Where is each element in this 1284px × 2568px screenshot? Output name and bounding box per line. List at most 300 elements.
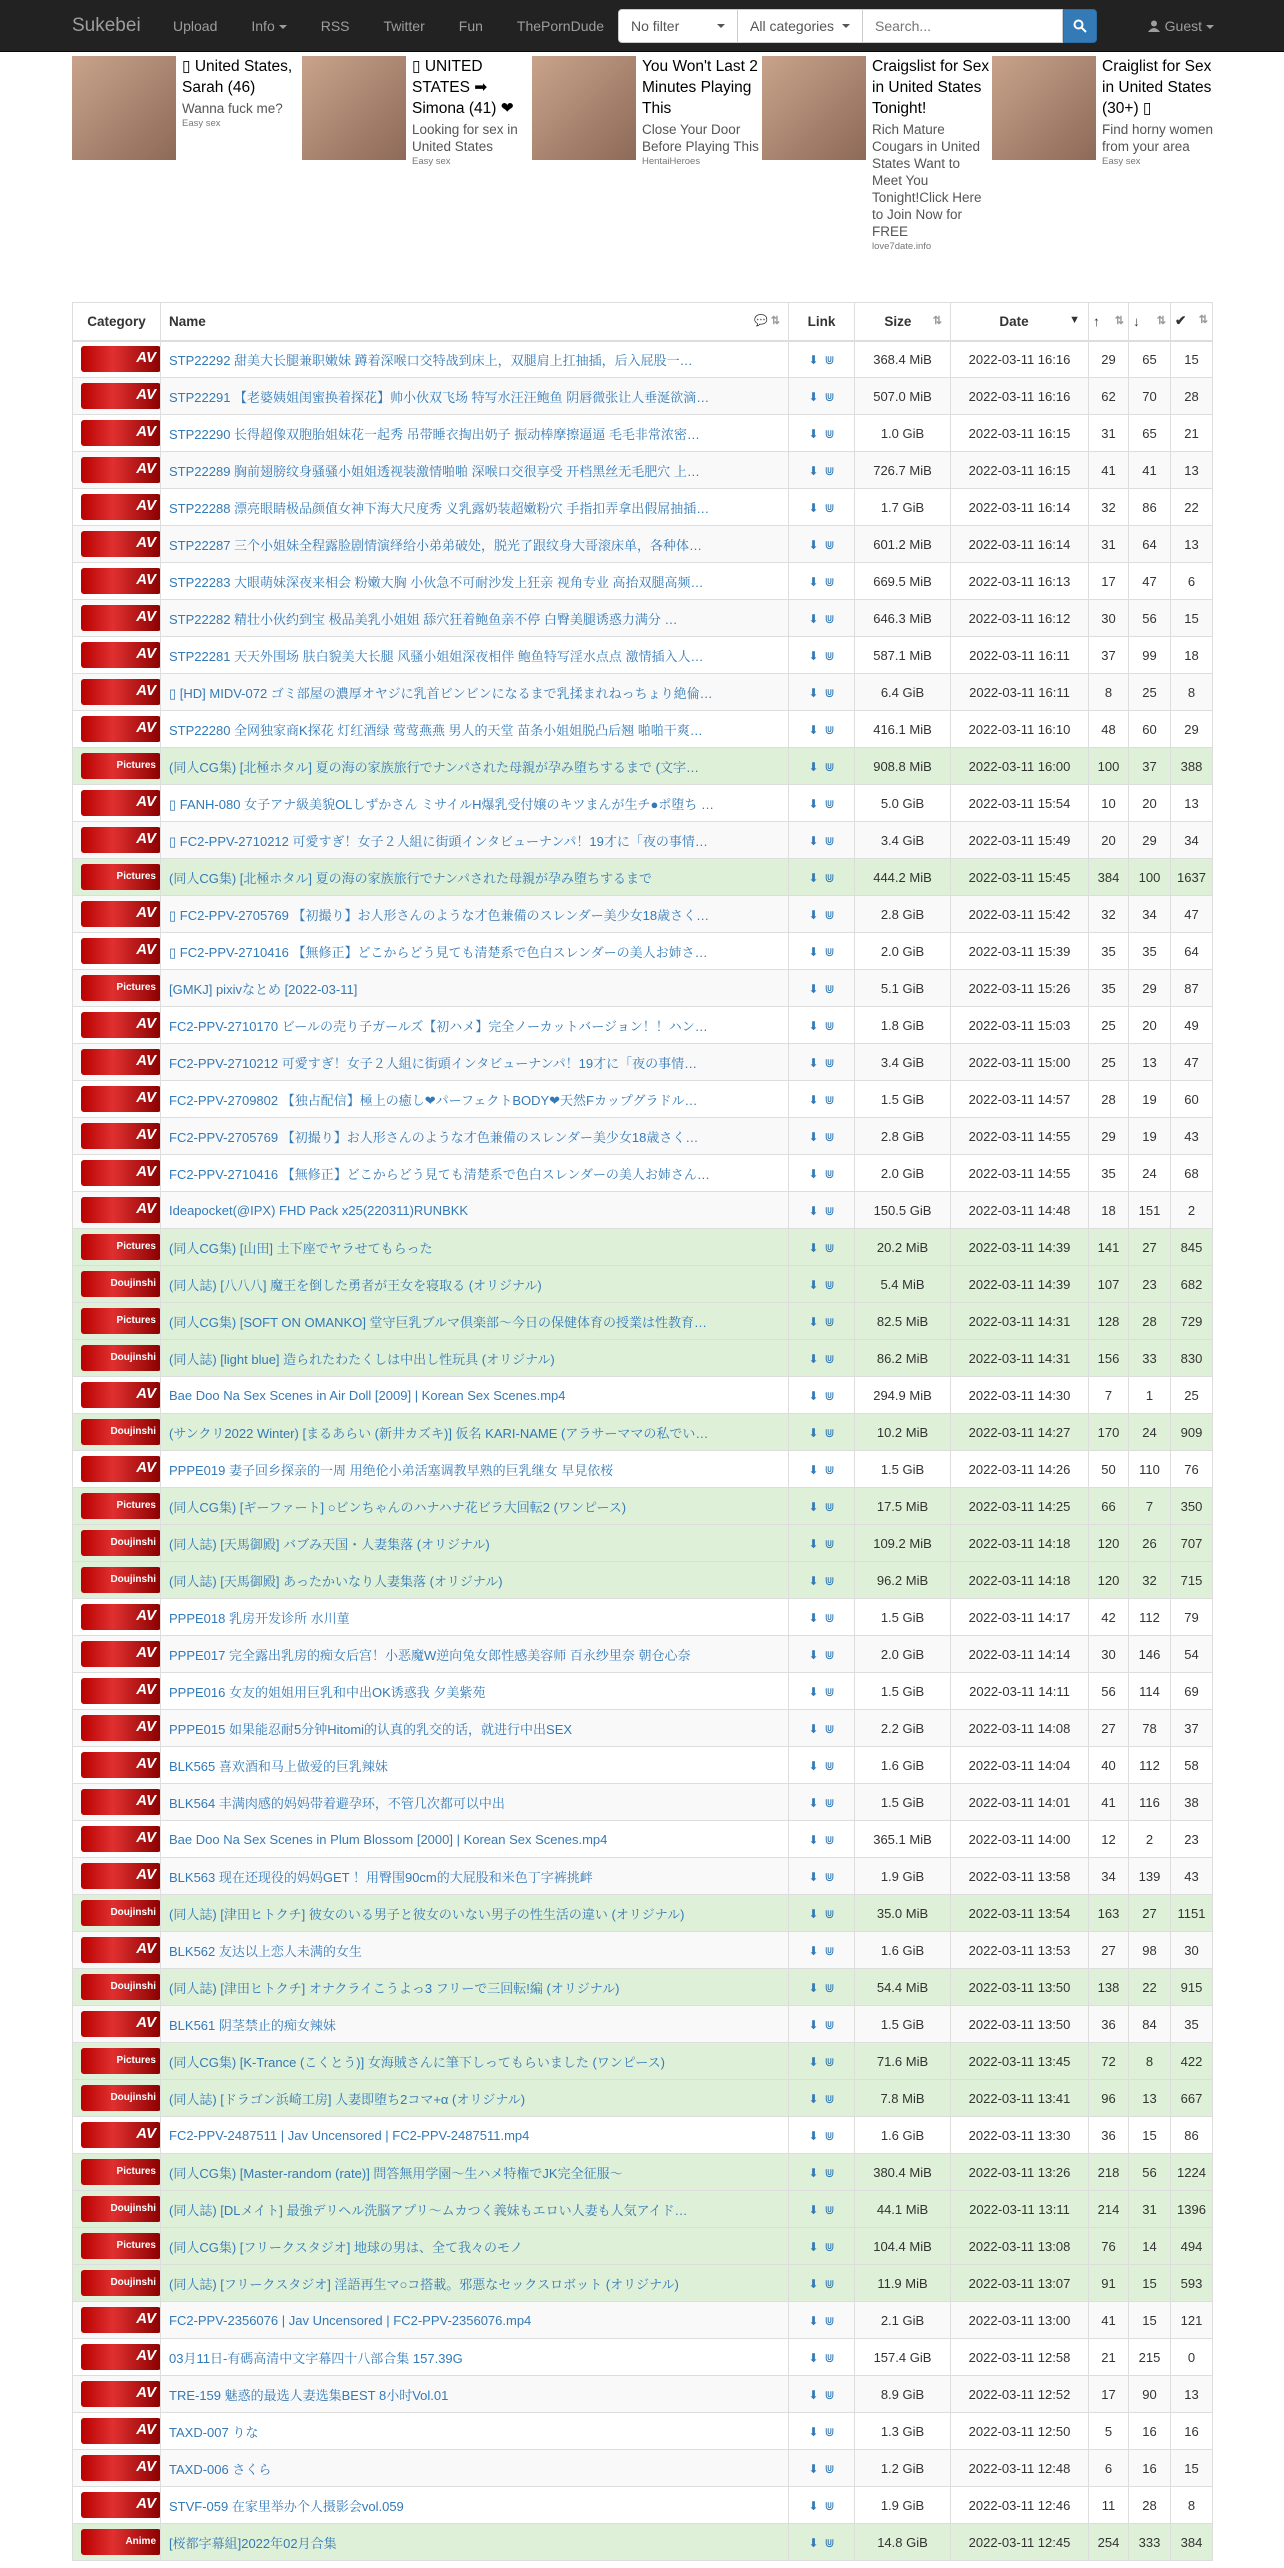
search-button[interactable] (1063, 9, 1097, 43)
category-cell (73, 1784, 161, 1821)
category-label: AV (136, 830, 156, 847)
category-badge[interactable] (81, 901, 161, 927)
category-badge[interactable] (81, 2492, 161, 2518)
category-badge[interactable] (81, 1937, 161, 1963)
category-badge[interactable] (81, 1826, 161, 1852)
header-size[interactable] (855, 303, 951, 341)
download-icon[interactable]: ⬇ (808, 1240, 819, 1255)
torrent-name-link[interactable]: (同人誌) [天馬御殿] あったかいなり人妻集落 (オリジナル) (169, 1573, 503, 1589)
magnet-icon[interactable]: ⋓ (824, 1943, 835, 1958)
seeders-cell: 107 (1089, 1266, 1129, 1303)
magnet-icon[interactable]: ⋓ (824, 2461, 835, 2476)
download-icon[interactable]: ⬇ (808, 426, 819, 441)
magnet-icon[interactable]: ⋓ (824, 1684, 835, 1699)
category-badge[interactable] (81, 790, 161, 816)
torrent-name-link[interactable]: STP22288 漂亮眼睛极品颜值女神下海大尺度秀 义乳露奶装超嫩粉穴 手指扣弄拿出假屌抽插… (169, 500, 710, 516)
category-select[interactable] (737, 9, 863, 43)
category-badge[interactable] (81, 346, 161, 372)
download-icon[interactable]: ⬇ (808, 2128, 819, 2143)
download-icon[interactable]: ⬇ (808, 463, 819, 478)
category-badge[interactable] (81, 2418, 161, 2444)
download-icon[interactable]: ⬇ (808, 2313, 819, 2328)
magnet-icon[interactable]: ⋓ (824, 722, 835, 737)
category-badge[interactable] (81, 383, 161, 409)
torrent-name-link[interactable]: BLK563 现在还现役的妈妈GET ！用臀围90cm的大屁股和米色丁字裤挑衅 (169, 1869, 593, 1885)
link-cell (789, 1192, 855, 1229)
download-icon[interactable]: ⬇ (808, 722, 819, 737)
category-badge[interactable] (81, 1160, 161, 1186)
category-badge[interactable] (81, 1974, 161, 2000)
ad-image[interactable] (992, 56, 1096, 160)
torrent-name-link[interactable]: (同人CG集) [北極ホタル] 夏の海の家族旅行でナンパされた母親が孕み堕ちするまで (文字… (169, 759, 699, 775)
download-icon[interactable]: ⬇ (808, 1573, 819, 1588)
download-icon[interactable]: ⬇ (808, 611, 819, 626)
category-badge[interactable] (81, 2196, 161, 2222)
category-badge[interactable] (81, 1308, 161, 1334)
magnet-icon[interactable]: ⋓ (824, 1018, 835, 1033)
download-icon[interactable]: ⬇ (808, 352, 819, 367)
magnet-icon[interactable]: ⋓ (824, 1980, 835, 1995)
magnet-icon[interactable]: ⋓ (824, 944, 835, 959)
category-badge[interactable] (81, 1493, 161, 1519)
leechers-cell: 31 (1129, 2191, 1171, 2228)
torrent-name-link[interactable]: BLK565 喜欢酒和马上做爱的巨乳辣妹 (169, 1758, 388, 1774)
magnet-icon[interactable]: ⋓ (824, 1462, 835, 1477)
torrent-name-link[interactable]: FC2-PPV-2705769 【初撮り】お人形さんのような才色兼備のスレンダー美少女18歳さく… (169, 1129, 699, 1145)
ad-title[interactable]: ▯ United States, Sarah (46) (182, 58, 293, 96)
nav-fun[interactable]: Fun (458, 18, 483, 34)
magnet-icon[interactable]: ⋓ (824, 537, 835, 552)
download-icon[interactable]: ⬇ (808, 1721, 819, 1736)
category-badge[interactable] (81, 2233, 161, 2259)
header-completed[interactable] (1171, 303, 1213, 341)
download-icon[interactable]: ⬇ (808, 685, 819, 700)
download-icon[interactable]: ⬇ (808, 1092, 819, 1107)
category-badge[interactable] (81, 531, 161, 557)
torrent-name-link[interactable]: (サンクリ2022 Winter) [まるあらい (新井カズキ)] 仮名 KARI-NAME (アラサーママの私でい… (169, 1425, 709, 1441)
download-icon[interactable]: ⬇ (808, 1314, 819, 1329)
category-badge[interactable] (81, 1567, 161, 1593)
category-badge[interactable] (81, 1049, 161, 1075)
magnet-icon[interactable]: ⋓ (824, 2091, 835, 2106)
torrent-name-link[interactable]: STP22282 精壮小伙约到宝 极品美乳小姐姐 舔穴狂着鲍鱼亲不停 白臀美腿诱惑力满分 … (169, 611, 678, 627)
torrent-name-link[interactable]: (同人CG集) [K-Trance (こくとう)] 女海賊さんに筆下しってもらいました (ワンピース) (169, 2054, 665, 2070)
magnet-icon[interactable]: ⋓ (824, 1166, 835, 1181)
magnet-icon[interactable]: ⋓ (824, 2424, 835, 2439)
category-badge[interactable] (81, 1419, 161, 1445)
magnet-icon[interactable]: ⋓ (824, 2535, 835, 2550)
torrent-name-link[interactable]: (同人誌) [津田ヒトクチ] 彼女のいる男子と彼女のいない男子の性生活の違い (オリジナル) (169, 1906, 685, 1922)
magnet-icon[interactable]: ⋓ (824, 1573, 835, 1588)
ad-title[interactable]: Craiglist for Sex in United States (30+) ▯ (1102, 58, 1212, 117)
download-icon[interactable]: ⬇ (808, 1499, 819, 1514)
download-icon[interactable]: ⬇ (808, 1610, 819, 1625)
torrent-name-link[interactable]: FC2-PPV-2710212 可愛すぎ！女子２人組に街頭インタビューナンパ！19才に「夜の事情… (169, 1055, 698, 1071)
torrent-name-link[interactable]: ▯ FC2-PPV-2710212 可愛すぎ！女子２人組に街頭インタビューナンパ！19才に「夜の事情… (169, 833, 708, 849)
torrent-name-link[interactable]: Bae Doo Na Sex Scenes in Air Doll [2009] | Korean Sex Scenes.mp4 (169, 1387, 566, 1403)
torrent-name-link[interactable]: FC2-PPV-2487511 | Jav Uncensored | FC2-PPV-2487511.mp4 (169, 2127, 530, 2143)
link-cell (789, 1155, 855, 1192)
category-badge[interactable] (81, 2344, 161, 2370)
torrent-name-link[interactable]: (同人CG集) [Master-random (rate)] 問答無用学園～生ハメ特権でJK完全征服～ (169, 2165, 623, 2181)
category-badge[interactable] (81, 938, 161, 964)
magnet-icon[interactable]: ⋓ (824, 611, 835, 626)
category-badge[interactable] (81, 716, 161, 742)
download-icon[interactable]: ⬇ (808, 1351, 819, 1366)
comments-icon[interactable]: 💬 ⇅ (754, 314, 780, 327)
download-icon[interactable]: ⬇ (808, 1906, 819, 1921)
torrent-name-link[interactable]: FC2-PPV-2710170 ビールの売り子ガールズ【初ハメ】完全ノーカットバージョン！！ハン… (169, 1018, 708, 1034)
category-badge[interactable] (81, 1012, 161, 1038)
download-icon[interactable]: ⬇ (808, 2461, 819, 2476)
magnet-icon[interactable]: ⋓ (824, 1536, 835, 1551)
header-name[interactable] (161, 303, 789, 341)
magnet-icon[interactable]: ⋓ (824, 1610, 835, 1625)
size-cell: 2.0 GiB (855, 1636, 951, 1673)
category-badge[interactable] (81, 975, 161, 1001)
nav-twitter[interactable]: Twitter (383, 18, 425, 34)
category-badge[interactable] (81, 420, 161, 446)
date-cell: 2022-03-11 15:49 (951, 822, 1089, 859)
magnet-icon[interactable]: ⋓ (824, 685, 835, 700)
download-icon[interactable]: ⬇ (808, 870, 819, 885)
magnet-icon[interactable]: ⋓ (824, 2387, 835, 2402)
category-badge[interactable] (81, 457, 161, 483)
torrent-name-link[interactable]: PPPE016 女友的姐姐用巨乳和中出OK诱惑我 夕美紫苑 (169, 1684, 486, 1700)
download-icon[interactable]: ⬇ (808, 537, 819, 552)
download-icon[interactable]: ⬇ (808, 2054, 819, 2069)
nav-rss[interactable]: RSS (320, 18, 350, 34)
magnet-icon[interactable]: ⋓ (824, 426, 835, 441)
download-icon[interactable]: ⬇ (808, 2239, 819, 2254)
category-badge[interactable] (81, 2048, 161, 2074)
magnet-icon[interactable]: ⋓ (824, 2017, 835, 2032)
torrent-name-link[interactable]: [GMKJ] pixivなとめ [2022-03-11] (169, 981, 358, 997)
category-badge[interactable] (81, 494, 161, 520)
torrent-name-link[interactable]: 03月11日-有碼高清中文字幕四十八部合集 157.39G (169, 2350, 463, 2366)
download-icon[interactable]: ⬇ (808, 1647, 819, 1662)
magnet-icon[interactable]: ⋓ (824, 1240, 835, 1255)
magnet-icon[interactable]: ⋓ (824, 2128, 835, 2143)
category-label: Pictures (116, 2240, 156, 2251)
category-badge[interactable] (81, 1678, 161, 1704)
category-badge[interactable] (81, 1715, 161, 1741)
magnet-icon[interactable]: ⋓ (824, 1758, 835, 1773)
torrent-name-link[interactable]: (同人誌) [DLメイト] 最強デリヘル洗脳アプリ～ムカつく義妹もエロい人妻も人気アイド… (169, 2202, 688, 2218)
download-icon[interactable]: ⬇ (808, 1462, 819, 1477)
torrent-name-link[interactable]: PPPE019 妻子回乡探亲的一周 用绝伦小弟活塞调教早熟的巨乳继女 早見依桜 (169, 1462, 614, 1478)
download-icon[interactable]: ⬇ (808, 389, 819, 404)
name-cell (161, 563, 789, 600)
category-badge[interactable] (81, 2307, 161, 2333)
brand-logo[interactable]: Sukebei (72, 15, 141, 36)
download-icon[interactable]: ⬇ (808, 1277, 819, 1292)
torrent-name-link[interactable]: Bae Doo Na Sex Scenes in Plum Blossom [2000] | Korean Sex Scenes.mp4 (169, 1831, 608, 1847)
category-label: Pictures (116, 2055, 156, 2066)
category-badge[interactable] (81, 864, 161, 890)
torrent-name-link[interactable]: STP22292 甜美大长腿兼职嫩妹 蹲着深喉口交特战到床上，双腿肩上扛抽插，后入屁股一… (169, 352, 693, 368)
magnet-icon[interactable]: ⋓ (824, 2239, 835, 2254)
leechers-cell: 14 (1129, 2228, 1171, 2265)
torrent-name-link[interactable]: BLK564 丰满肉感的妈妈带着避孕环，不管几次都可以中出 (169, 1795, 505, 1811)
torrent-name-link[interactable]: (同人CG集) [ギーファート] ○ビンちゃんのハナハナ花ビラ大回転2 (ワンピース) (169, 1499, 627, 1515)
magnet-icon[interactable]: ⋓ (824, 1499, 835, 1514)
category-badge[interactable] (81, 1271, 161, 1297)
filter-select[interactable] (618, 9, 738, 43)
category-badge[interactable] (81, 1234, 161, 1260)
download-icon[interactable]: ⬇ (808, 1203, 819, 1218)
category-badge[interactable] (81, 1789, 161, 1815)
magnet-icon[interactable]: ⋓ (824, 1795, 835, 1810)
size-cell: 86.2 MiB (855, 1340, 951, 1377)
category-badge[interactable] (81, 2270, 161, 2296)
category-badge[interactable] (81, 1752, 161, 1778)
magnet-icon[interactable]: ⋓ (824, 1721, 835, 1736)
table-row (73, 1895, 1213, 1932)
magnet-icon[interactable]: ⋓ (824, 907, 835, 922)
ad-title[interactable]: Craigslist for Sex in United States Tonight! (872, 58, 990, 117)
torrent-name-link[interactable]: TAXD-006 さくら (169, 2461, 272, 2477)
leechers-cell: 333 (1129, 2524, 1171, 2561)
download-icon[interactable]: ⬇ (808, 1055, 819, 1070)
ad-image[interactable] (72, 56, 176, 160)
download-icon[interactable]: ⬇ (808, 2017, 819, 2032)
category-badge[interactable] (81, 1530, 161, 1556)
download-icon[interactable]: ⬇ (808, 2276, 819, 2291)
seeders-cell: 56 (1089, 1673, 1129, 1710)
magnet-icon[interactable]: ⋓ (824, 2165, 835, 2180)
download-icon[interactable]: ⬇ (808, 759, 819, 774)
download-icon[interactable]: ⬇ (808, 796, 819, 811)
magnet-icon[interactable]: ⋓ (824, 981, 835, 996)
category-badge[interactable] (81, 1641, 161, 1667)
leechers-cell: 24 (1129, 1155, 1171, 1192)
torrent-name-link[interactable]: (同人誌) [天馬御殿] バブみ天国・人妻集落 (オリジナル) (169, 1536, 490, 1552)
download-icon[interactable]: ⬇ (808, 574, 819, 589)
download-icon[interactable]: ⬇ (808, 648, 819, 663)
magnet-icon[interactable]: ⋓ (824, 1906, 835, 1921)
download-icon[interactable]: ⬇ (808, 1166, 819, 1181)
header-date[interactable] (951, 303, 1089, 341)
torrent-name-link[interactable]: (同人CG集) [フリークスタジオ] 地球の男は、全て我々のモノ (169, 2239, 523, 2255)
category-badge[interactable] (81, 1604, 161, 1630)
torrent-name-link[interactable]: ▯ FANH-080 女子アナ級美貌OLしずかさん ミサイルH爆乳受付嬢のキツまんが生チ●ポ堕ち … (169, 796, 714, 812)
download-icon[interactable]: ⬇ (808, 2165, 819, 2180)
category-badge[interactable] (81, 1197, 161, 1223)
download-icon[interactable]: ⬇ (808, 2350, 819, 2365)
category-badge[interactable] (81, 2381, 161, 2407)
magnet-icon[interactable]: ⋓ (824, 1277, 835, 1292)
magnet-icon[interactable]: ⋓ (824, 1832, 835, 1847)
download-icon[interactable]: ⬇ (808, 1832, 819, 1847)
torrent-name-link[interactable]: STP22280 全网独家商K探花 灯红酒绿 莺莺燕燕 男人的天堂 苗条小姐姐脱凸后翘 啪啪干爽… (169, 722, 703, 738)
category-badge[interactable] (81, 827, 161, 853)
ad-desc: Find horny women from your area (1102, 122, 1214, 154)
nav-theporndude[interactable]: ThePornDude (516, 18, 605, 34)
download-icon[interactable]: ⬇ (808, 1758, 819, 1773)
magnet-icon[interactable]: ⋓ (824, 2054, 835, 2069)
torrent-name-link[interactable]: FC2-PPV-2356076 | Jav Uncensored | FC2-PPV-2356076.mp4 (169, 2312, 532, 2328)
magnet-icon[interactable]: ⋓ (824, 1647, 835, 1662)
category-badge[interactable] (81, 2011, 161, 2037)
magnet-icon[interactable]: ⋓ (824, 574, 835, 589)
torrent-name-link[interactable]: STP22290 长得超像双胞胎姐妹花一起秀 吊带睡衣掏出奶子 振动棒摩擦逼逼 毛毛非常浓密… (169, 426, 700, 442)
search-form (618, 9, 1097, 43)
torrent-name-link[interactable]: [桜都字幕組]2022年02月合集 (169, 2535, 337, 2551)
category-badge[interactable] (81, 1086, 161, 1112)
torrent-name-link[interactable]: STP22289 胸前翅膀纹身骚骚小姐姐透视装激情啪啪 深喉口交很享受 开档黑丝无毛肥穴 上… (169, 463, 700, 479)
ad-image[interactable] (762, 56, 866, 160)
torrent-name-link[interactable]: (同人CG集) [SOFT ON OMANKO] 堂守巨乳ブルマ倶楽部～今日の保健体育の授業は性教育… (169, 1314, 708, 1330)
torrent-name-link[interactable]: (同人誌) [フリークスタジオ] 淫語再生マ○コ搭載。邪悪なセックスロボット (オリジナル) (169, 2276, 679, 2292)
category-badge[interactable] (81, 753, 161, 779)
download-icon[interactable]: ⬇ (808, 500, 819, 515)
category-badge[interactable] (81, 2159, 161, 2185)
torrent-name-link[interactable]: (同人誌) [津田ヒトクチ] オナクライこうよっ3 フリーで三回転!編 (オリジナル) (169, 1980, 620, 1996)
torrent-name-link[interactable]: (同人CG集) [北極ホタル] 夏の海の家族旅行でナンパされた母親が孕み堕ちするまで (169, 870, 653, 886)
torrent-name-link[interactable]: STP22283 大眼萌妹深夜来相会 粉嫩大胸 小伙急不可耐沙发上狂亲 视角专业 高抬双腿高频… (169, 574, 704, 590)
category-badge[interactable] (81, 568, 161, 594)
magnet-icon[interactable]: ⋓ (824, 1425, 835, 1440)
download-icon[interactable]: ⬇ (808, 1536, 819, 1551)
magnet-icon[interactable]: ⋓ (824, 1869, 835, 1884)
size-cell: 380.4 MiB (855, 2154, 951, 2191)
download-icon[interactable]: ⬇ (808, 2387, 819, 2402)
magnet-icon[interactable]: ⋓ (824, 2498, 835, 2513)
category-badge[interactable] (81, 2455, 161, 2481)
name-cell (161, 748, 789, 785)
download-icon[interactable]: ⬇ (808, 907, 819, 922)
magnet-icon[interactable]: ⋓ (824, 389, 835, 404)
magnet-icon[interactable]: ⋓ (824, 352, 835, 367)
ad-title[interactable]: You Won't Last 2 Minutes Playing This (642, 58, 758, 117)
download-icon[interactable]: ⬇ (808, 1129, 819, 1144)
category-badge[interactable] (81, 642, 161, 668)
download-icon[interactable]: ⬇ (808, 944, 819, 959)
torrent-name-link[interactable]: STP22291 【老婆姨姐闺蜜换着探花】帅小伙双飞场 特写水汪汪鲍鱼 阴唇微张让人垂涎欲滴… (169, 389, 710, 405)
ad-image[interactable] (302, 56, 406, 160)
torrent-name-link[interactable]: (同人誌) [八八八] 魔王を倒した勇者が王女を寝取る (オリジナル) (169, 1277, 542, 1293)
torrent-name-link[interactable]: PPPE017 完全露出乳房的痴女后宫！小恶魔W逆向兔女郎性感美容师 百永纱里奈 朝仓心奈 (169, 1647, 691, 1663)
download-icon[interactable]: ⬇ (808, 1684, 819, 1699)
download-icon[interactable]: ⬇ (808, 1425, 819, 1440)
magnet-icon[interactable]: ⋓ (824, 796, 835, 811)
torrent-name-link[interactable]: (同人CG集) [山田] 土下座でヤラせてもらった (169, 1240, 433, 1256)
torrent-name-link[interactable]: PPPE015 如果能忍耐5分钟Hitomi的认真的乳交的话，就进行中出SEX (169, 1721, 573, 1737)
magnet-icon[interactable]: ⋓ (824, 648, 835, 663)
category-badge[interactable] (81, 2122, 161, 2148)
magnet-icon[interactable]: ⋓ (824, 1055, 835, 1070)
category-badge[interactable] (81, 1863, 161, 1889)
nav-info[interactable] (234, 0, 303, 52)
magnet-icon[interactable]: ⋓ (824, 2313, 835, 2328)
torrent-name-link[interactable]: (同人誌) [ドラゴン浜崎工房] 人妻即堕ち2コマ+α (オリジナル) (169, 2091, 526, 2107)
category-badge[interactable] (81, 1382, 161, 1408)
torrent-name-link[interactable]: FC2-PPV-2709802 【独占配信】極上の癒し❤パーフェクトBODY❤天然Fカップグラドル… (169, 1092, 698, 1108)
magnet-icon[interactable]: ⋓ (824, 1129, 835, 1144)
category-badge[interactable] (81, 1123, 161, 1149)
magnet-icon[interactable]: ⋓ (824, 759, 835, 774)
category-label: Doujinshi (110, 1278, 156, 1289)
header-category[interactable]: Category (73, 303, 161, 341)
torrent-name-link[interactable]: STP22281 天天外围场 肤白貌美大长腿 风骚小姐姐深夜相伴 鲍鱼特写淫水点点 激情插入人… (169, 648, 704, 664)
category-badge[interactable] (81, 2085, 161, 2111)
download-icon[interactable]: ⬇ (808, 2498, 819, 2513)
magnet-icon[interactable]: ⋓ (824, 1351, 835, 1366)
download-icon[interactable]: ⬇ (808, 2091, 819, 2106)
download-icon[interactable]: ⬇ (808, 1980, 819, 1995)
magnet-icon[interactable]: ⋓ (824, 1203, 835, 1218)
completed-cell: 28 (1171, 378, 1213, 415)
link-cell (789, 822, 855, 859)
category-cell (73, 2043, 161, 2080)
torrent-name-link[interactable]: ▯ FC2-PPV-2705769 【初撮り】お人形さんのような才色兼備のスレンダー美少女18歳さく… (169, 907, 710, 923)
leechers-cell: 26 (1129, 1525, 1171, 1562)
torrent-name-link[interactable]: (同人誌) [light blue] 造られたわたくしは中出し性玩具 (オリジナル) (169, 1351, 555, 1367)
magnet-icon[interactable]: ⋓ (824, 500, 835, 515)
download-icon[interactable]: ⬇ (808, 1018, 819, 1033)
torrent-name-link[interactable]: TAXD-007 りな (169, 2424, 259, 2440)
header-seeders[interactable] (1089, 303, 1129, 341)
category-badge[interactable] (81, 1900, 161, 1926)
search-input[interactable] (863, 9, 1063, 43)
torrent-name-link[interactable]: Ideapocket(@IPX) FHD Pack x25(220311)RUNBKK (169, 1202, 469, 1218)
download-icon[interactable]: ⬇ (808, 981, 819, 996)
magnet-icon[interactable]: ⋓ (824, 870, 835, 885)
torrent-name-link[interactable]: ▯ FC2-PPV-2710416 【無修正】どこからどう見ても清楚系で色白スレンダーの美人お姉さ… (169, 944, 708, 960)
torrent-name-link[interactable]: STP22287 三个小姐妹全程露脸剧情演绎给小弟弟破处，脱光了跟纹身大哥滚床单，各种体… (169, 537, 703, 553)
magnet-icon[interactable]: ⋓ (824, 463, 835, 478)
torrent-name-link[interactable]: PPPE018 乳房开发诊所 水川菫 (169, 1610, 350, 1626)
link-cell (789, 489, 855, 526)
link-cell (789, 1229, 855, 1266)
torrent-name-link[interactable]: FC2-PPV-2710416 【無修正】どこからどう見ても清楚系で色白スレンダーの美人お姉さん… (169, 1166, 710, 1182)
download-icon[interactable]: ⬇ (808, 2424, 819, 2439)
ad-image[interactable] (532, 56, 636, 160)
download-icon[interactable]: ⬇ (808, 2535, 819, 2550)
torrent-name-link[interactable]: ▯ [HD] MIDV-072 ゴミ部屋の濃厚オヤジに乳首ビンビンになるまで乳揉まれねっちょり絶倫… (169, 685, 713, 701)
magnet-icon[interactable]: ⋓ (824, 1388, 835, 1403)
download-icon[interactable]: ⬇ (808, 1943, 819, 1958)
guest-menu[interactable] (1148, 0, 1214, 52)
ad-title[interactable]: ▯ UNITED STATES ➡ Simona (41) ❤ (412, 58, 514, 117)
magnet-icon[interactable]: ⋓ (824, 2276, 835, 2291)
category-badge[interactable] (81, 605, 161, 631)
category-badge[interactable] (81, 1456, 161, 1482)
category-badge[interactable] (81, 2529, 161, 2555)
magnet-icon[interactable]: ⋓ (824, 833, 835, 848)
header-leechers[interactable] (1129, 303, 1171, 341)
category-badge[interactable] (81, 1345, 161, 1371)
magnet-icon[interactable]: ⋓ (824, 2350, 835, 2365)
download-icon[interactable]: ⬇ (808, 1795, 819, 1810)
magnet-icon[interactable]: ⋓ (824, 1092, 835, 1107)
download-icon[interactable]: ⬇ (808, 1869, 819, 1884)
torrent-name-link[interactable]: STVF-059 在家里举办个人摄影会vol.059 (169, 2498, 404, 2514)
magnet-icon[interactable]: ⋓ (824, 2202, 835, 2217)
torrent-name-link[interactable]: BLK562 友达以上恋人未满的女生 (169, 1943, 362, 1959)
category-badge[interactable] (81, 679, 161, 705)
nav-upload[interactable]: Upload (173, 18, 218, 34)
download-icon[interactable]: ⬇ (808, 2202, 819, 2217)
download-icon[interactable]: ⬇ (808, 1388, 819, 1403)
link-cell (789, 637, 855, 674)
torrent-name-link[interactable]: TRE-159 魅惑的最选人妻选集BEST 8小时Vol.01 (169, 2387, 449, 2403)
magnet-icon[interactable]: ⋓ (824, 1314, 835, 1329)
download-icon[interactable]: ⬇ (808, 833, 819, 848)
category-label: AV (136, 423, 156, 440)
torrent-name-link[interactable]: BLK561 阴茎禁止的痴女辣妹 (169, 2017, 336, 2033)
